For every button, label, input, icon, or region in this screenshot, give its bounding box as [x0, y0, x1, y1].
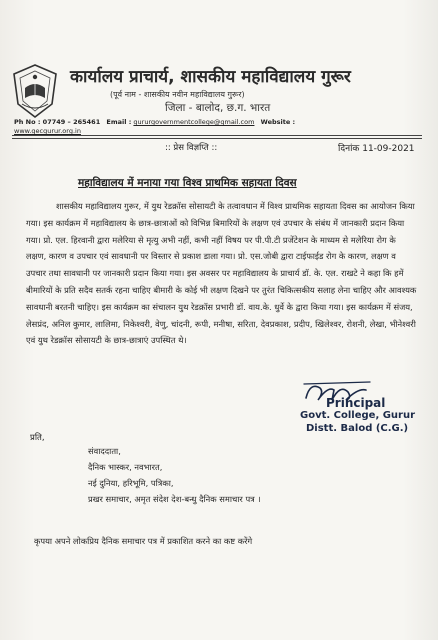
recipient-line: नई दुनिया, हरिभूमि, पत्रिका, [88, 478, 174, 488]
signature-district: Distt. Balod (C.G.) [306, 423, 409, 434]
date-label: दिनांक [338, 144, 360, 154]
recipient-line: दैनिक भास्कर, नवभारत, [88, 462, 163, 472]
email-label: Email : [106, 118, 132, 126]
website-address: www.gecgurur.org.in [14, 127, 81, 135]
former-name-subtitle: (पूर्व नाम - शासकीय नवीन महाविद्यालय गुरूर) [110, 90, 245, 99]
date-line [338, 141, 415, 154]
signature-college: Govt. College, Gurur [300, 410, 416, 421]
contact-line [14, 118, 295, 126]
email-address: gururgovernmentcollege@gmail.com [133, 118, 255, 126]
body-paragraph: शासकीय महाविद्यालय गुरूर, में युथ रेडक्रॉस सोसायटी के तत्वावधान में विश्व प्राथमिक सहायता दिवस का आयोजन किया गया। इस कार्यक्रम में महाविद्यालय के छात्र-छात्राओं को विभिन्न बिमारियों के लक्षण एवं उपचार के संबंध में जानकारी प्रदान किया गया। प्रो. एल. हिरवानी द्वारा मलेरिया से मृत्यु अभी नहीं, कभी नहीं विषय पर पी.पी.टी प्रजेंटेशन के माध्यम से मलेरिया रोग के लक्षण, कारण व उपचार एवं सावधानी पर विस्तार से प्रकाश डाला गया। प्रो. एस.जोबी द्वारा टाईफाईड रोग के कारण, लक्षण व उपचार तथा सावधानी पर जानकारी प्रदान किया गया। इस अवसर पर महाविद्यालय के प्राचार्य डॉ. के. एल. राखटे ने कहा कि हमें बीमारियों के प्रति सदैव सतर्क रहना चाहिए बीमारी के कोई भी लक्षण दिखने पर तुरंत चिकित्सकीय सलाह लेना चाहिए और आवश्यक सावधानी बरतनी चाहिए। इस कार्यक्रम का संचालन युथ रेडक्रॉस प्रभारी डॉ. वाय.के. धुर्वे के द्वारा किया गया। इस कार्यक्रम में संजय, लेसप्रंद, अनिल कुमार, लालिमा, निकेश्वरी, वेणु, चांदनी, रूपी, मनीषा, सरिता, देवप्रकाश, प्रदीप, खिलेश्वर, रोशनी, लेखा, भीनेश्वरी एवं युथ रेडक्रॉस सोसायटी के छात्र-छात्राएं उपस्थित थे। [26, 201, 417, 346]
phone-number: Ph No : 07749 – 265461 [14, 118, 101, 126]
press-note-label: :: प्रेस विज्ञप्ति :: [165, 143, 218, 153]
recipient-line: संवाददाता, [88, 446, 121, 456]
footer-request: कृपया अपने लोकप्रिय दैनिक समाचार पत्र में प्रकाशित करने का कष्ट करेंगे [34, 536, 253, 546]
address-line: जिला - बालोद, छ.ग. भारत [165, 102, 271, 114]
website-label: Website : [260, 118, 296, 126]
college-name-heading: कार्यालय प्राचार्य, शासकीय महाविद्यालय गुरूर [70, 67, 351, 87]
header-divider [12, 135, 422, 136]
recipients-heading: प्रति, [30, 433, 45, 443]
header-divider-thin [12, 138, 422, 139]
signature-title: Principal [326, 396, 386, 410]
recipient-line: प्रखर समाचार, अमृत संदेश देश-बन्धु दैनिक समाचार पत्र । [88, 494, 261, 504]
press-release-body [26, 198, 418, 349]
subject-heading: महाविद्यालय में मनाया गया विश्व प्राथमिक सहायता दिवस [78, 177, 297, 189]
college-emblem-logo [10, 62, 60, 120]
date-value: 11-09-2021 [362, 144, 415, 154]
